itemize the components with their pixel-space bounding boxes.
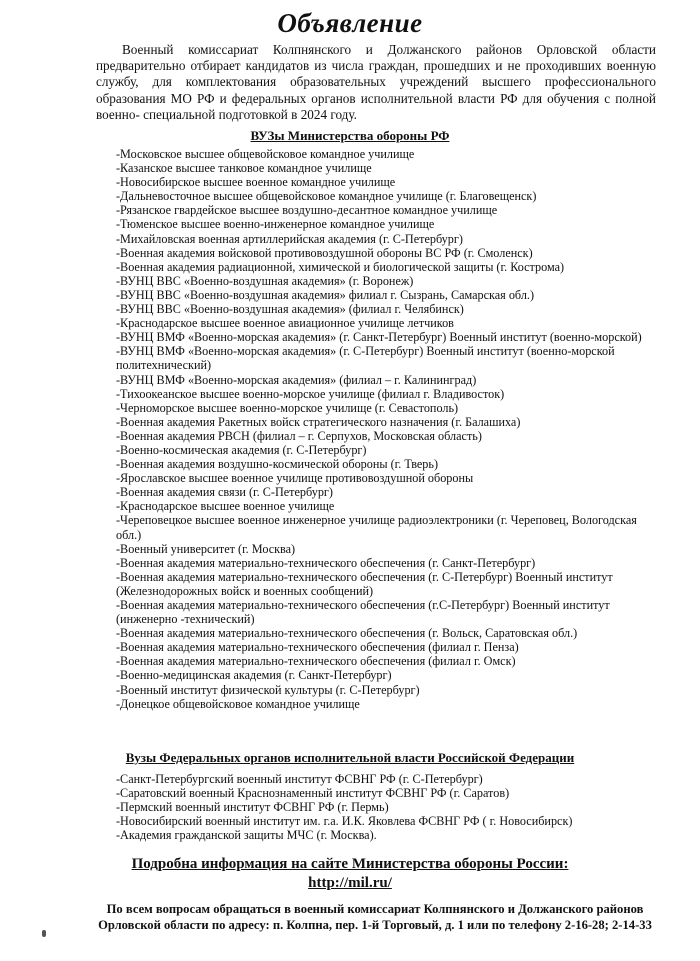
list-item: -Военная академия воздушно-космической обороны (г. Тверь) [116, 457, 439, 472]
list-item: -Пермский военный институт ФСВНГ РФ (г. Пермь) [116, 800, 389, 815]
federal-university-list [116, 772, 656, 842]
list-item: -Краснодарское высшее военное училище [116, 499, 335, 514]
announcement-title: Объявление [277, 8, 423, 38]
list-item: -Михайловская военная артиллерийская академия (г. С-Петербург) [116, 231, 463, 246]
list-item: -Московское высшее общевойсковое командное училище [116, 147, 415, 161]
list-item: -ВУНЦ ВМФ «Военно-морская академия» (филиал – г. Калининград) [116, 372, 477, 387]
mod-section-heading: ВУЗы Министерства обороны РФ [250, 128, 450, 143]
list-item: -Рязанское гвардейское высшее воздушно-десантное командное училище [116, 203, 498, 218]
list-item: -ВУНЦ ВМФ «Военно-морская академия» (г. С-Петербург) Военный институт (военно-морской политехнический) [116, 344, 615, 373]
list-item: -Тюменское высшее военно-инженерное командное училище [116, 217, 435, 232]
list-item: -Ярославское высшее военное училище противовоздушной обороны [116, 471, 474, 486]
info-heading [0, 855, 700, 893]
list-item: -Военная академия материально-технического обеспечения (филиал г. Пенза) [116, 640, 519, 655]
list-item: -Военный университет (г. Москва) [116, 541, 296, 556]
list-item: -Военная академия материально-технического обеспечения (г. Санкт-Петербург) [116, 555, 536, 570]
list-item: -ВУНЦ ВВС «Военно-воздушная академия» филиал г. Сызрань, Самарская обл.) [116, 287, 535, 302]
list-item: -Донецкое общевойсковое командное училище [116, 696, 360, 711]
mod-university-list [116, 147, 656, 711]
list-item: -Военно-медицинская академия (г. Санкт-Петербург) [116, 668, 392, 683]
list-item: -ВУНЦ ВВС «Военно-воздушная академия» (филиал г. Челябинск) [116, 302, 464, 317]
list-item: -Тихоокеанское высшее военно-морское училище (филиал г. Владивосток) [116, 386, 505, 401]
list-item: -Краснодарское высшее военное авиационное училище летчиков [116, 316, 454, 331]
scan-speck [42, 930, 46, 937]
list-item: -ВУНЦ ВВС «Военно-воздушная академия» (г. Воронеж) [116, 273, 414, 288]
list-item: -Дальневосточное высшее общевойсковое командное училище (г. Благовещенск) [116, 189, 537, 204]
list-item: -Военная академия РВСН (филиал – г. Серпухов, Московская область) [116, 428, 482, 443]
list-item: -Военный институт физической культуры (г. С-Петербург) [116, 682, 420, 697]
mil-ru-link[interactable]: http://mil.ru/ [308, 875, 392, 891]
list-item: -Череповецкое высшее военное инженерное училище радиоэлектроники (г. Череповец, Вологодская обл.) [116, 513, 637, 542]
list-item: -Военная академия материально-технического обеспечения (г. С-Петербург) Военный институт (Железнодорожных войск и военных сообщений) [116, 569, 613, 598]
intro-paragraph [96, 42, 656, 123]
info-line: Подробна информация на сайте Министерства обороны России: [131, 856, 569, 872]
list-item: -Черноморское высшее военно-морское училище (г. Севастополь) [116, 400, 459, 415]
list-item: -Военно-космическая академия (г. С-Петербург) [116, 442, 367, 457]
federal-section-heading: Вузы Федеральных органов исполнительной власти Российской Федерации [125, 750, 575, 765]
list-item: -Военная академия Ракетных войск стратегического назначения (г. Балашиха) [116, 414, 521, 429]
list-item: -Военная академия материально-технического обеспечения (г.С-Петербург) Военный институт (инженерно -технический) [116, 598, 610, 627]
list-item: -Новосибирский военный институт им. г.а. И.К. Яковлева ФСВНГ РФ ( г. Новосибирск) [116, 814, 573, 829]
list-item: -Военная академия радиационной, химической и биологической защиты (г. Кострома) [116, 259, 565, 274]
list-item: -Военная академия материально-технического обеспечения (г. Вольск, Саратовская обл.) [116, 626, 578, 641]
list-item: -Военная академия материально-технического обеспечения (филиал г. Омск) [116, 654, 516, 669]
intro-text: Военный комиссариат Колпнянского и Должанского районов Орловской области предварительно отбирает кандидатов из числа граждан, прошедших и не проходивших военную службу, для комплектования образовательных учреждений высшего профессионального образования МО РФ и федеральных органов исполнительной власти РФ для обучения с полной военно- специальной подготовкой в 2024 году. [96, 42, 656, 122]
list-item: -Санкт-Петербургский военный институт ФСВНГ РФ (г. С-Петербург) [116, 772, 483, 786]
list-item: -Саратовский военный Краснознаменный институт ФСВНГ РФ (г. Саратов) [116, 786, 510, 801]
list-item: -Академия гражданской защиты МЧС (г. Москва). [116, 828, 377, 843]
list-item: -Военная академия связи (г. С-Петербург) [116, 485, 333, 500]
contacts-paragraph: По всем вопросам обращаться в военный комиссариат Колпнянского и Должанского районов Орловской области по адресу: п. Колпна, пер. 1-й Торговый, д. 1 или по телефону 2-16-28; 2-14-33 [98, 902, 652, 932]
list-item: -Новосибирское высшее военное командное училище [116, 175, 396, 190]
list-item: -Военная академия войсковой противовоздушной обороны ВС РФ (г. Смоленск) [116, 245, 533, 260]
list-item: -Казанское высшее танковое командное училище [116, 161, 372, 176]
list-item: -ВУНЦ ВМФ «Военно-морская академия» (г. Санкт-Петербург) Военный институт (военно-морской) [116, 330, 642, 345]
